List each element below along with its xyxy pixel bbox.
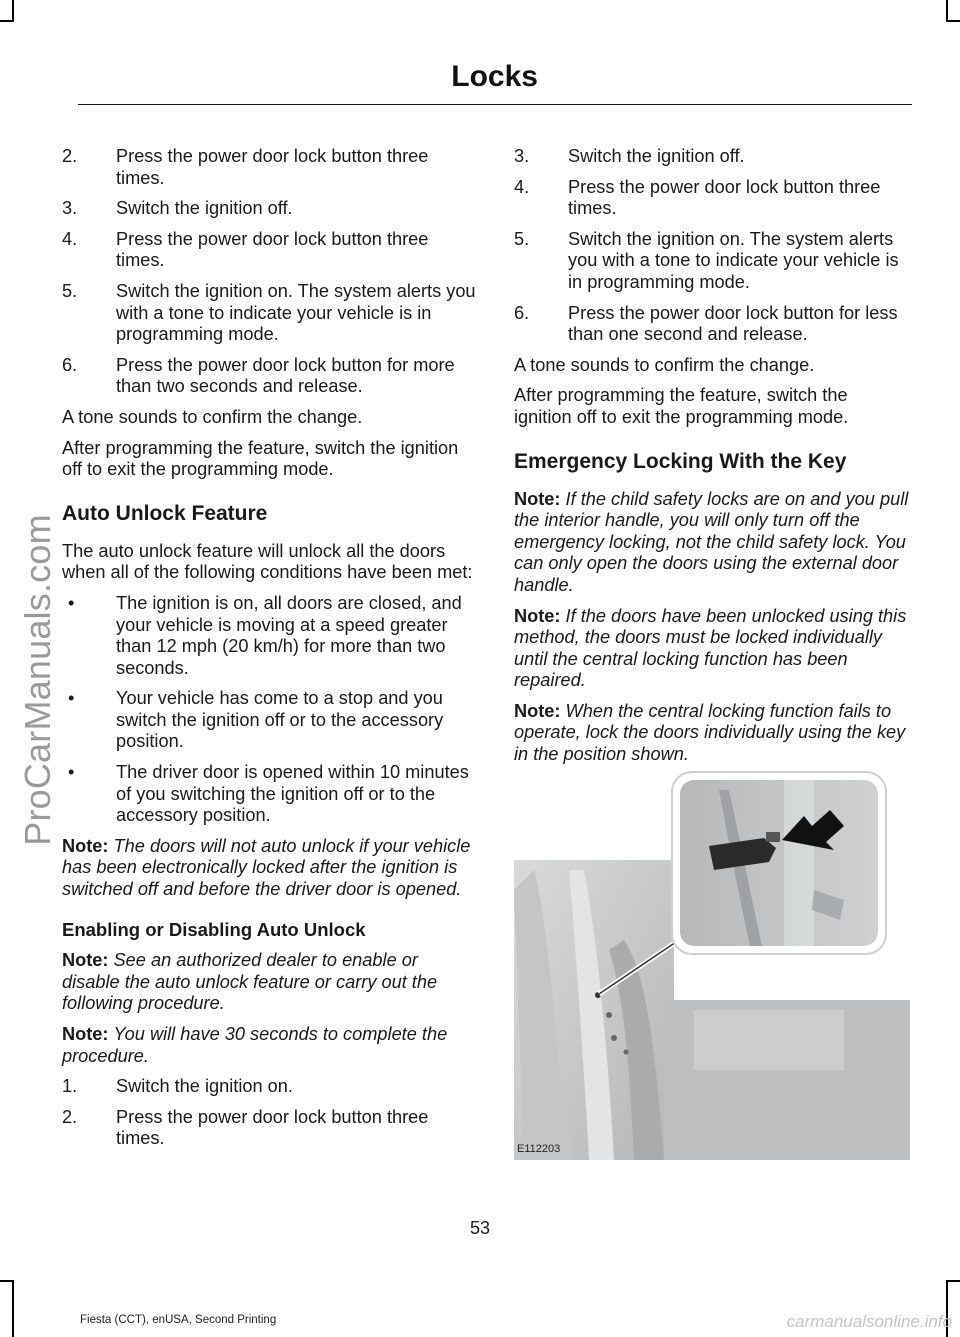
- list-item: [62, 281, 477, 346]
- note-label: Note:: [62, 1024, 109, 1044]
- list-item: [514, 303, 910, 346]
- step-text: Switch the ignition on.: [116, 1076, 293, 1097]
- note-text: When the central locking function fails to operate, lock the doors individually using the key in the position shown.: [514, 700, 906, 765]
- step-text: Press the power door lock button three times.: [116, 228, 429, 271]
- crop-mark: [12, 1280, 14, 1337]
- paragraph: A tone sounds to confirm the change.: [62, 406, 363, 427]
- list-item: [62, 198, 477, 220]
- list-item: [62, 146, 477, 189]
- crop-mark: [946, 0, 948, 22]
- door-illustration-svg: [514, 770, 910, 1160]
- bullet-text: The ignition is on, all doors are closed, and your vehicle is moving at a speed greater than 12 mph (20 km/h) for more than two seconds.: [116, 592, 462, 678]
- subsection-heading: Enabling or Disabling Auto Unlock: [62, 918, 366, 940]
- paragraph: The auto unlock feature will unlock all the doors when all of the following conditions have been met:: [62, 540, 473, 583]
- section-heading: Emergency Locking With the Key: [514, 449, 847, 473]
- list-item: [62, 355, 477, 398]
- bullet-mark: •: [68, 688, 75, 709]
- figure-code: E112203: [517, 1143, 561, 1155]
- list-item: [514, 177, 910, 220]
- step-text: Switch the ignition off.: [116, 198, 293, 219]
- note-label: Note:: [514, 700, 561, 721]
- list-item: [514, 229, 910, 294]
- note-text: If the doors have been unlocked using this method, the doors must be locked individually until the central locking function has been repaired.: [514, 605, 907, 691]
- step-number: 4.: [514, 176, 530, 197]
- bullet-item: [62, 688, 477, 753]
- bullet-item: [62, 762, 477, 827]
- side-brand-text: ProCarManuals.com: [17, 514, 58, 846]
- step-text: Switch the ignition on. The system alerts you with a tone to indicate your vehicle is in programming mode.: [568, 228, 899, 292]
- list-item: [514, 146, 910, 168]
- note-label: Note:: [62, 835, 109, 856]
- note: [514, 701, 910, 766]
- footer-text: Fiesta (CCT), enUSA, Second Printing: [80, 1314, 277, 1326]
- crop-mark: [946, 20, 960, 22]
- note: [62, 1024, 477, 1067]
- note-label: Note:: [62, 950, 109, 971]
- paragraph: After programming the feature, switch the ignition off to exit the programming mode.: [62, 437, 459, 480]
- list-item: [62, 229, 477, 272]
- bullet-text: The driver door is opened within 10 minutes of you switching the ignition off or to the accessory position.: [116, 762, 469, 826]
- page-title: Locks: [451, 60, 538, 93]
- step-number: 6.: [514, 302, 530, 323]
- list-item: [62, 1076, 477, 1098]
- note: [514, 606, 910, 692]
- note-text: If the child safety locks are on and you pull the interior handle, you will only turn off the emergency locking, not the child safety lock. You can only open the doors using the external door handle.: [514, 488, 909, 595]
- door-lock-illustration: [514, 770, 910, 1160]
- left-column: [62, 146, 477, 1159]
- header-rule: [78, 104, 912, 105]
- crop-mark: [946, 1280, 960, 1282]
- step-number: 3.: [514, 146, 530, 166]
- page-number: 53: [469, 1218, 491, 1238]
- inset-zoom: [680, 780, 878, 946]
- bullet-mark: •: [68, 592, 75, 613]
- note-label: Note:: [514, 605, 561, 626]
- paragraph: A tone sounds to confirm the change.: [514, 354, 815, 375]
- step-text: Press the power door lock button for more than two seconds and release.: [116, 354, 455, 397]
- bullet-text: Your vehicle has come to a stop and you switch the ignition off or to the accessory position.: [116, 688, 444, 752]
- note-label: Note:: [514, 488, 561, 509]
- step-number: 6.: [62, 354, 78, 375]
- step-number: 5.: [514, 228, 530, 249]
- step-number: 3.: [62, 198, 78, 219]
- crop-mark: [0, 20, 14, 22]
- note-text: See an authorized dealer to enable or disable the auto unlock feature or carry out the following procedure.: [62, 950, 438, 1014]
- right-column: [514, 146, 910, 775]
- bullet-item: [62, 593, 477, 679]
- note: [62, 950, 477, 1015]
- step-text: Press the power door lock button for less than one second and release.: [568, 302, 898, 345]
- step-number: 2.: [62, 1106, 78, 1127]
- note: [514, 489, 910, 597]
- watermark: carmanualsonline.info: [786, 1312, 952, 1331]
- side-brand: [8, 350, 68, 1010]
- crop-mark: [12, 0, 14, 22]
- step-number: 4.: [62, 228, 78, 249]
- step-text: Press the power door lock button three times.: [116, 1106, 429, 1149]
- list-item: [62, 1107, 477, 1150]
- step-text: Press the power door lock button three times.: [116, 146, 429, 188]
- step-text: Switch the ignition off.: [568, 146, 745, 166]
- paragraph: After programming the feature, switch the ignition off to exit the programming mode.: [514, 385, 849, 427]
- step-number: 2.: [62, 146, 78, 166]
- note-text: You will have 30 seconds to complete the procedure.: [62, 1024, 448, 1066]
- section-heading: Auto Unlock Feature: [62, 501, 268, 525]
- note-text: The doors will not auto unlock if your vehicle has been electronically locked after the ignition is switched off and before the driver door is opened.: [62, 835, 471, 900]
- step-text: Press the power door lock button three times.: [568, 176, 881, 219]
- note: [62, 836, 477, 901]
- step-number: 1.: [62, 1076, 78, 1097]
- step-number: 5.: [62, 280, 78, 301]
- bullet-mark: •: [68, 762, 75, 783]
- step-text: Switch the ignition on. The system alerts you with a tone to indicate your vehicle is in programming mode.: [116, 280, 476, 345]
- crop-mark: [0, 1280, 14, 1282]
